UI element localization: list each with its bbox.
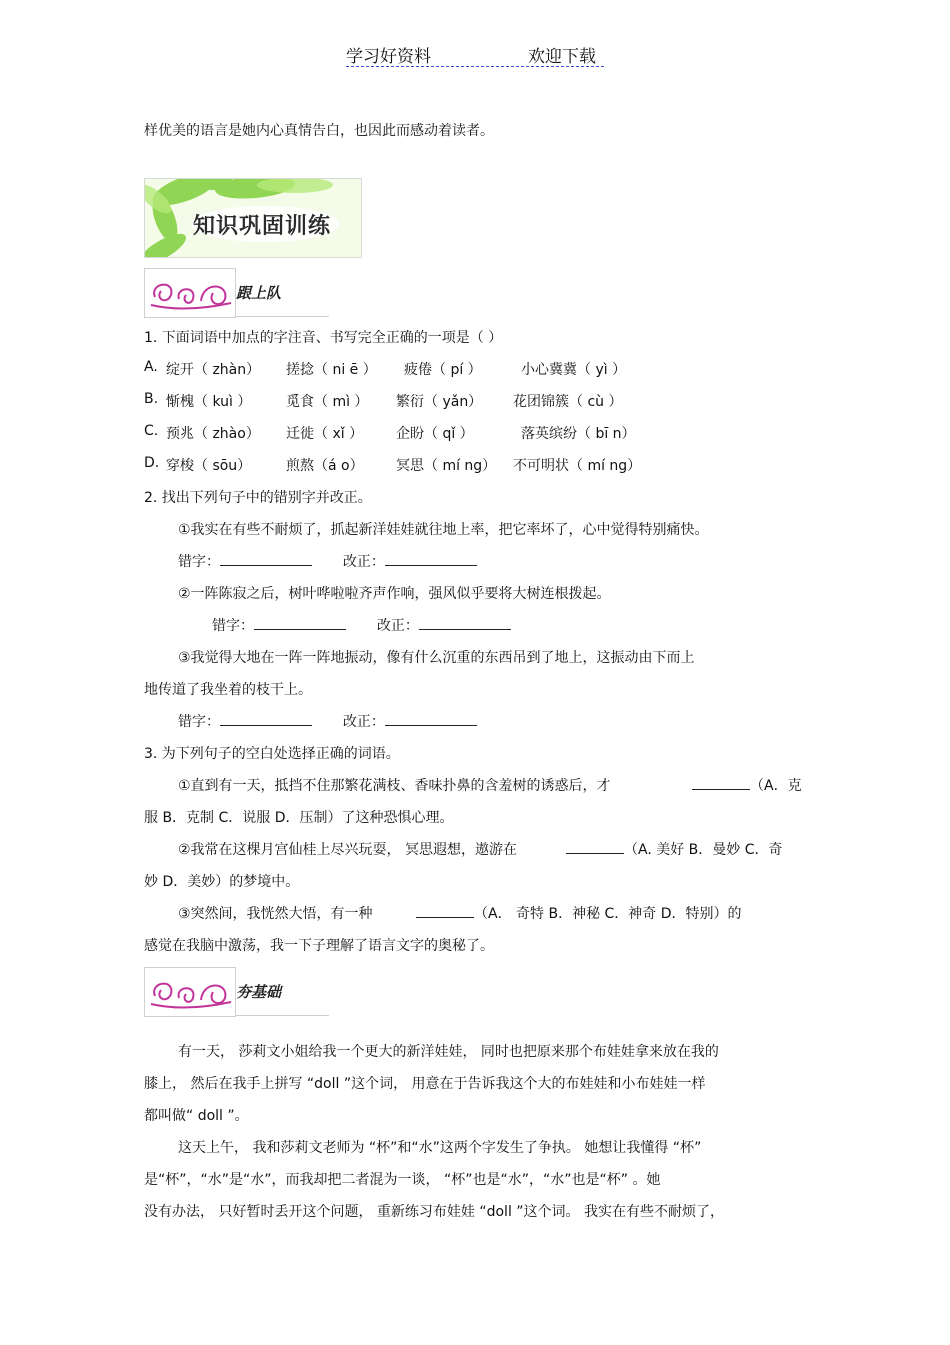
header-divider [346, 66, 604, 67]
q3-p1-options-cont: 服 B．克制 C．说服 D．压制）了这种恐惧心理。 [144, 810, 454, 826]
q1-option-b-item: 繁衍（ yǎn） [396, 394, 483, 410]
fix-label: 改正： [342, 554, 385, 570]
q1-option-d-item: 冥思（ mí ng） [396, 458, 497, 474]
q3-p3-cont: 感觉在我脑中激荡，我一下子理解了语言文字的奥秘了。 [144, 938, 494, 954]
q1-option-a-item: 绽开（ zhàn） [166, 362, 261, 378]
q3-blank-2[interactable] [566, 841, 624, 854]
q2-stem: 2. 找出下列句子中的错别字并改正。 [144, 490, 372, 506]
q3-p2-blank-and-options [566, 839, 783, 859]
q3-p1-options: （A．克 [750, 778, 802, 794]
q3-p2-options: （A. 美好 B．曼妙 C．奇 [624, 842, 783, 858]
intro-line: 样优美的语言是她内心真情告白，也因此而感动着读者。 [144, 123, 494, 139]
error-label: 错字： [178, 554, 220, 570]
error-blank[interactable] [220, 713, 312, 726]
error-blank[interactable] [254, 617, 346, 630]
q1-option-c-label: C. [144, 423, 159, 439]
banner-title: 知识巩固训练 [193, 213, 332, 239]
error-label: 错字： [212, 618, 254, 634]
q2-sentence-2: ②一阵陈寂之后，树叶哗啦啦齐声作响，强风似乎要将大树连根拨起。 [178, 586, 611, 602]
fix-label: 改正： [342, 714, 385, 730]
q1-option-d-label: D. [144, 455, 160, 471]
swirl-decoration-icon [144, 967, 236, 1017]
q1-option-c-item: 落英缤纷（ bī n） [521, 426, 636, 442]
q1-option-c-item: 企盼（ qǐ ） [396, 426, 474, 442]
q1-stem: 1. 下面词语中加点的字注音、书写完全正确的一项是（ ） [144, 330, 503, 346]
header-right-title: 欢迎下载 [528, 47, 596, 67]
q3-p3-options: （A． 奇特 B．神秘 C．神奇 D．特别）的 [474, 906, 742, 922]
passage-line: 膝上， 然后在我手上拼写 “doll ”这个词， 用意在于告诉我这个大的布娃娃和小布娃娃一样 [144, 1076, 706, 1092]
fix-blank[interactable] [385, 553, 477, 566]
fix-blank[interactable] [419, 617, 511, 630]
section-banner [144, 178, 362, 258]
q3-p3-blank-and-options [416, 903, 742, 923]
passage-line: 是“杯”，“水”是“水”，而我却把二者混为一谈， “杯”也是“水”，“水”也是“杯” 。她 [144, 1172, 661, 1188]
passage-line: 有一天， 莎莉文小姐给我一个更大的新洋娃娃， 同时也把原来那个布娃娃拿来放在我的 [178, 1044, 719, 1060]
q2-sentence-1: ①我实在有些不耐烦了，抓起新洋娃娃就往地上率，把它率坏了，心中觉得特别痛快。 [178, 522, 709, 538]
q3-p1-blank-and-options [692, 775, 802, 795]
error-blank[interactable] [220, 553, 312, 566]
header-left-title: 学习好资料 [346, 47, 431, 67]
q3-p3-text: ③突然间，我恍然大悟，有一种 [178, 906, 373, 922]
q1-option-a-label: A. [144, 359, 158, 375]
fix-blank[interactable] [385, 713, 477, 726]
q3-p2-text: ②我常在这棵月宫仙桂上尽兴玩耍， 冥思遐想，遨游在 [178, 842, 517, 858]
q2-answer-row-3 [178, 711, 477, 731]
section-tag-1 [144, 268, 329, 317]
q1-option-b-item: 觅食（ mì ） [286, 394, 369, 410]
q3-stem: 3. 为下列句子的空白处选择正确的词语。 [144, 746, 400, 762]
q1-option-c-item: 迁徙（ xǐ ） [286, 426, 364, 442]
q1-option-a-item: 疲倦（ pí ） [404, 362, 482, 378]
q1-option-d-item: 煎熬（á o） [286, 458, 364, 474]
fix-label: 改正： [376, 618, 419, 634]
q1-option-c-item: 预兆（ zhào） [166, 426, 260, 442]
passage-line: 这天上午， 我和莎莉文老师为 “杯”和“水”这两个字发生了争执。 她想让我懂得 “杯” [178, 1140, 702, 1156]
swirl-decoration-icon [144, 268, 236, 318]
q1-option-a-item: 小心冀冀（ yì ） [521, 362, 627, 378]
q1-option-b-item: 惭槐（ kuì ） [166, 394, 252, 410]
passage-line: 没有办法， 只好暂时丢开这个问题， 重新练习布娃娃 “doll ”这个词。 我实在有些不耐烦了， [144, 1204, 724, 1220]
q2-answer-row-1 [178, 551, 477, 571]
error-label: 错字： [178, 714, 220, 730]
section-tag-2-label: 夯基础 [236, 983, 282, 1001]
section-tag-1-label: 跟上队 [236, 284, 282, 302]
q1-option-b-item: 花团锦簇（ cù ） [513, 394, 623, 410]
q2-sentence-3b: 地传道了我坐着的枝干上。 [144, 682, 312, 698]
q2-sentence-3a: ③我觉得大地在一阵一阵地振动，像有什么沉重的东西吊到了地上，这振动由下而上 [178, 650, 695, 666]
q3-blank-3[interactable] [416, 905, 474, 918]
q1-option-b-label: B. [144, 391, 159, 407]
q3-p1-text: ①直到有一天，抵挡不住那繁花满枝、香味扑鼻的含羞树的诱惑后，才 [178, 778, 611, 794]
q3-blank-1[interactable] [692, 777, 750, 790]
q1-option-d-item: 穿梭（ sōu） [166, 458, 252, 474]
section-tag-2 [144, 967, 329, 1016]
passage-line: 都叫做“ doll ”。 [144, 1108, 249, 1124]
q2-answer-row-2 [212, 615, 511, 635]
q1-option-a-item: 搓捻（ ni ē ） [286, 362, 377, 378]
q1-option-d-item: 不可明状（ mí ng） [513, 458, 642, 474]
q3-p2-options-cont: 妙 D．美妙）的梦境中。 [144, 874, 300, 890]
